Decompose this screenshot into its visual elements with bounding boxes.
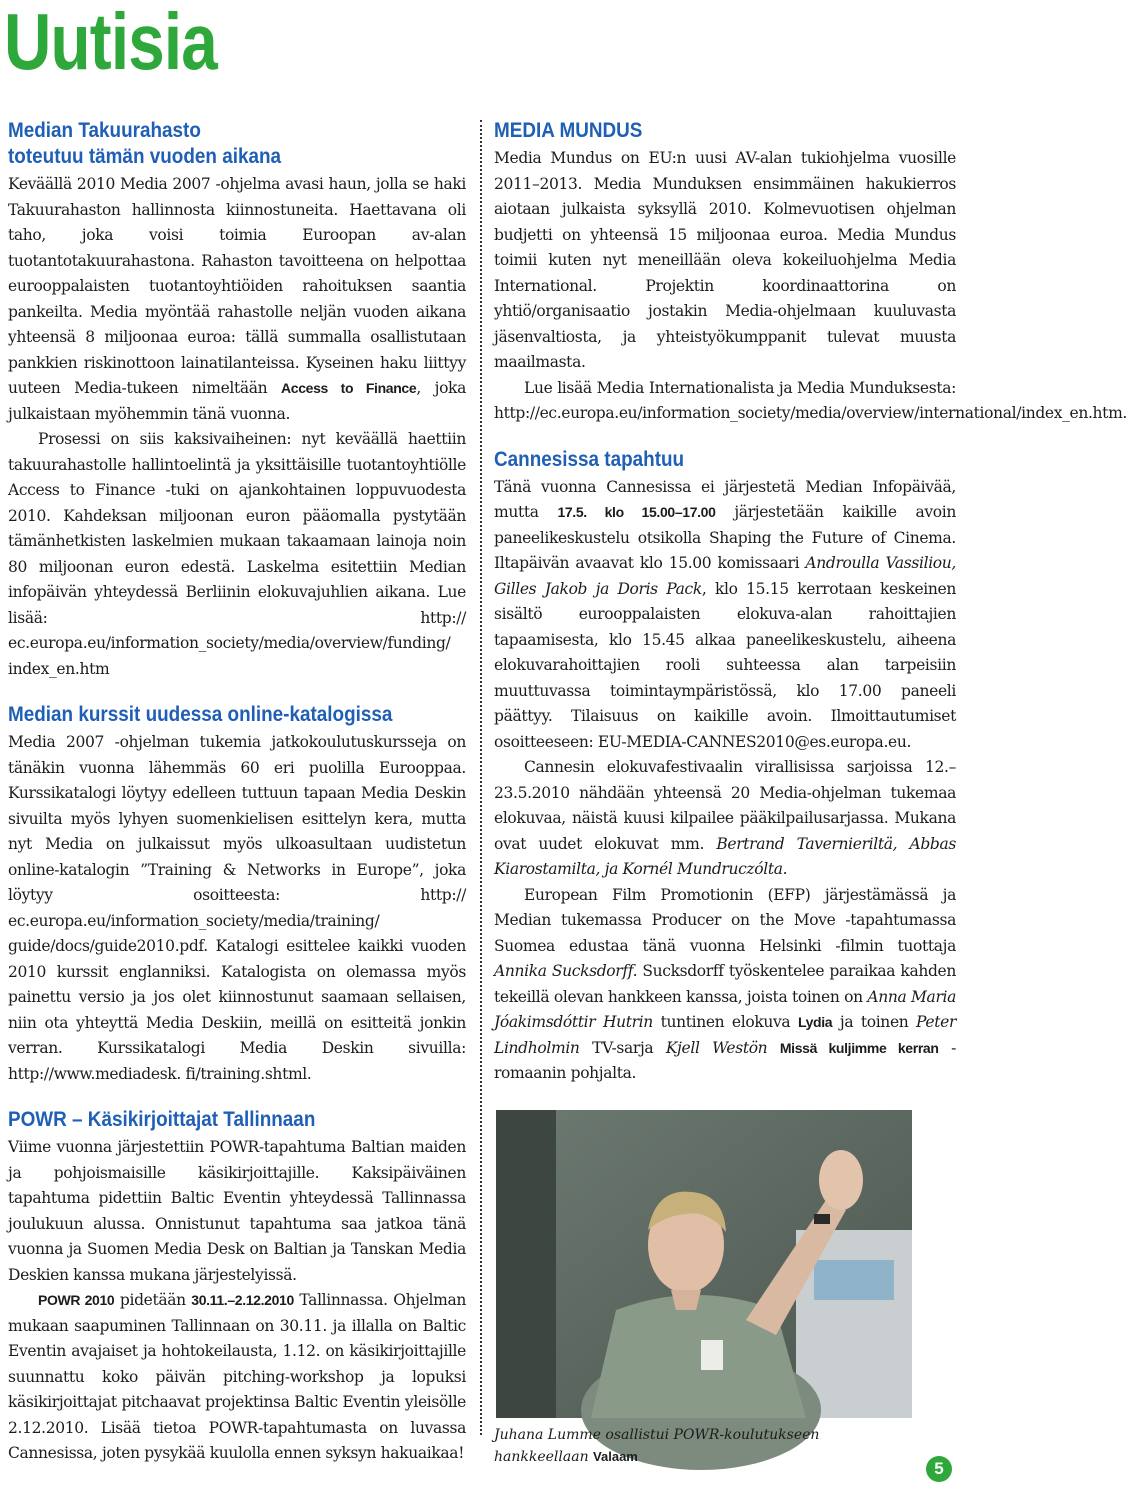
page-masthead: Uutisia bbox=[4, 0, 217, 86]
article-headline: Cannesissa tapahtuu bbox=[494, 447, 685, 471]
article-headline: Median kurssit uudessa online-katalogissa bbox=[8, 703, 393, 726]
article-paragraph: Prosessi on siis kaksivaiheinen: nyt keväällä haettiin takuurahastolle hallintoelintä ja yksittäisille tuotantoyhtiölle Access to Finance -tuki on ajankohtainen loppuvuodesta 2010. Kahdeksan miljoonan euron pääomalla pystytään tämänhetkisten laskelmien mukaan takaamaan lainoja noin 80 miljoonan euron edestä. Laskelma esitettiin Median infopäivän yhteydessä Berliinin elokuvajuhlien aikana. Lue lisää: http:// ec.europa.eu/information_society/media/overview/funding/ index_en.htm bbox=[8, 430, 466, 678]
article-paragraph: Media 2007 -ohjelman tukemia jatkokoulutuskursseja on tänäkin vuonna lähemmäs 60 eri puolilla Eurooppaa. Kurssikatalogi löytyy edelleen tuttuun tapaan Media Deskin sivuilta myös lyhyen suomenkielisen esittelyn kera, mutta nyt Media on julkaissut myös ulkoasultaan uudistetun online-katalogin ”Training & Networks in Europe”, joka löytyy osoitteesta: http:// ec.europa.eu/information_society/media/training/ guide/docs/guide2010.pdf. Katalogi esittelee kaikki vuoden 2010 kurssit englanniksi. Katalogista on olemassa myös painettu versio ja jos olet kiinnostunut saamaan sellaisen, niin ota yhteyttä Media Deskiin, meillä on esitteitä jonkin verran. Kurssikatalogi Media Deskin sivuilla: http://www.mediadesk. fi/training.shtml. bbox=[8, 733, 466, 1083]
article-headline: MEDIA MUNDUS bbox=[494, 119, 643, 142]
speaker-photo-illustration bbox=[496, 1110, 912, 1418]
article-cannes bbox=[494, 447, 956, 1087]
article-headline: POWR – Käsikirjoittajat Tallinnaan bbox=[8, 1108, 316, 1131]
article-powr bbox=[8, 1107, 466, 1467]
speaker-photo bbox=[496, 1110, 912, 1418]
article-paragraph: Viime vuonna järjestettiin POWR-tapahtuma Baltian maiden ja pohjoismaisille käsikirjoittajille. Kaksipäiväinen tapahtuma pidettiin Baltic Eventin yhteydessä Tallinnassa joulukuun alussa. Onnistunut tapahtuma saa jatkoa tänä vuonna ja Suomen Media Desk on Baltian ja Tanskan Media Deskien kanssa mukana järjestelyissä. bbox=[8, 1138, 466, 1284]
article-paragraph: Media Mundus on EU:n uusi AV-alan tukiohjelma vuosille 2011–2013. Media Munduksen ensimmäinen hakukierros aiotaan julkaista syksyllä 2010. Kolmevuotisen ohjelman budjetti on yhteensä 15 miljoonaa euroa. Media Mundus toimii kuten nyt meneillään oleva kokeiluohjelma Media International. Projektin koordinaattorina on yhtiö/organisaatio jostakin Media-ohjelmaan kuuluvasta jäsenvaltiosta, ja yhteistyökumppanit tulevat muusta maailmasta. bbox=[494, 149, 956, 371]
left-column bbox=[8, 118, 466, 1487]
article-paragraph: Lue lisää Media Internationalista ja Media Munduksesta: http://ec.europa.eu/information_society/media/overview/international/index_en.htm. bbox=[494, 378, 1127, 422]
article-media-mundus bbox=[494, 118, 1127, 427]
photo-caption: Juhana Lumme osallistui POWR-koulutukseen hankkeellaan Valaam bbox=[494, 1427, 820, 1465]
article-paragraph: Keväällä 2010 Media 2007 -ohjelma avasi haun, jolla se haki Takuurahaston hallinnosta kiinnostuneita. Haettavana oli taho, joka voisi toimia Euroopan av-alan tuotantotakuurahastona. Rahaston tavoitteena on helpottaa eurooppalaisten tuotantoyhtiöiden rahoituksen saantia pankeilta. Media myöntää rahastolle neljän vuoden aikana yhteensä 8 miljoonaa euroa: tällä summalla osallistutaan pankkien riskinottoon lainatilanteissa. Kyseinen haku liittyy uuteen Media-tukeen nimeltään Access to Finance, joka julkaistaan myöhemmin tänä vuonna. bbox=[8, 175, 466, 423]
right-column bbox=[494, 118, 1127, 1107]
article-paragraph: Cannesin elokuvafestivaalin virallisissa sarjoissa 12.–23.5.2010 nähdään yhteensä 20 Media-ohjelman tukemaa elokuvaa, näistä kuusi kilpailee pääkilpailusarjassa. Mukana ovat uudet elokuvat mm. Bertrand Tavernieriltä, Abbas Kiarostamilta, ja Kornél Mundruczólta. bbox=[494, 758, 956, 878]
article-paragraph: European Film Promotionin (EFP) järjestämässä ja Median tukemassa Producer on the Move -tapahtumassa Suomea edustaa tänä vuonna Helsinki -filmin tuottaja Annika Sucksdorff. Sucksdorff työskentelee paraikaa kahden tekeillä olevan hankkeen kanssa, joista toinen on Anna Maria Jóakimsdóttir Hutrin tuntinen elokuva Lydia ja toinen Peter Lindholmin TV-sarja Kjell Westön Missä kuljimme kerran -romaanin pohjalta. bbox=[494, 885, 957, 1082]
article-takuurahasto bbox=[8, 118, 466, 682]
article-kurssit bbox=[8, 702, 466, 1087]
page-number-badge: 5 bbox=[926, 1456, 952, 1482]
article-paragraph: Tänä vuonna Cannesissa ei järjestetä Median Infopäivää, mutta 17.5. klo 15.00–17.00 järjestetään kaikille avoin paneelikeskustelu otsikolla Shaping the Future of Cinema. Iltapäivän avaavat klo 15.00 komissaari Androulla Vassiliou, Gilles Jakob ja Doris Pack, klo 15.15 kerrotaan keskeinen sisältö eurooppalaisten elokuva-alan rahoittajien tapaamisesta, klo 15.45 alkaa paneelikeskustelu, aiheena elokuvarahoittajien rooli suhteessa alan tarpeisiin muuttuvassa toimintaympäristössä, klo 17.00 paneeli päättyy. Tilaisuus on kaikille avoin. Ilmoittautumiset osoitteeseen: EU-MEDIA-CANNES2010@es.europa.eu. bbox=[494, 477, 956, 751]
article-headline: Median Takuurahasto toteutuu tämän vuoden aikana bbox=[8, 119, 282, 168]
column-divider bbox=[480, 120, 482, 1435]
article-paragraph: POWR 2010 pidetään 30.11.–2.12.2010 Tallinnassa. Ohjelman mukaan saapuminen Tallinnaan on 30.11. ja illalla on Baltic Eventin avajaiset ja hohtokeilausta, 1.12. on käsikirjoittajille suunnattu koko päivän pitching-workshop ja lopuksi käsikirjoittajat pitchaavat projektinsa Baltic Eventin yleisölle 2.12.2010. Lisää tietoa POWR-tapahtumasta on luvassa Cannesissa, joten pysykää kuulolla ennen syksyn hakuaikaa! bbox=[8, 1291, 466, 1462]
